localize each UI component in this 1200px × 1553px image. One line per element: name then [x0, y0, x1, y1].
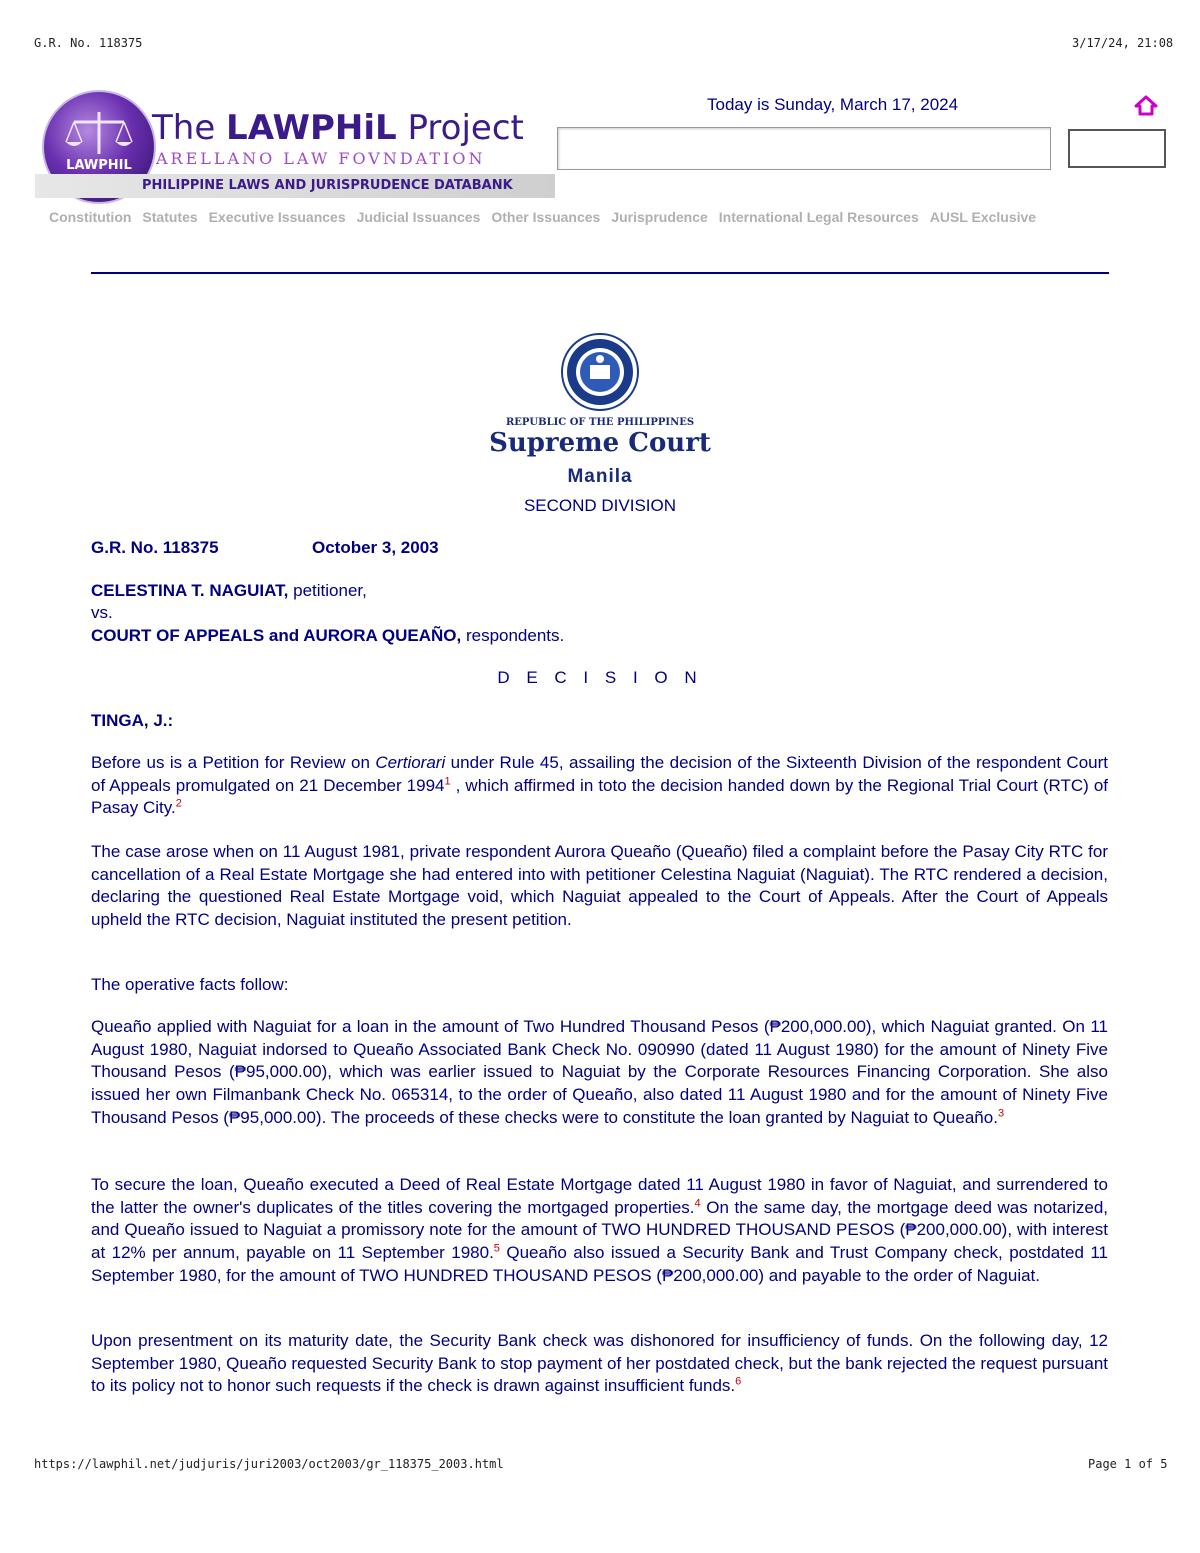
today-date: Today is Sunday, March 17, 2024 [707, 95, 959, 114]
decision-heading: D E C I S I O N [497, 668, 703, 687]
petitioner-line [91, 581, 367, 601]
petitioner-name: CELESTINA T. NAGUIAT, [91, 581, 289, 600]
nav-other-issuances[interactable]: Other Issuances [491, 209, 601, 225]
site-subtitle: ARELLANO LAW FOVNDATION [156, 149, 486, 168]
print-footer-page: Page 1 of 5 [1088, 1457, 1168, 1471]
p4-text: Queaño applied with Naguiat for a loan in the amount of Two Hundred Thousand Pesos (₱200,000.00), which Naguiat granted. On 11 August 1980, Naguiat indorsed to Queaño Associated Bank Check No. 090990 (dated 11 August 1980) for the amount of Ninety Five Thousand Pesos (₱95,000.00), which was earlier issued to Naguiat by the Corporate Resources Financing Corporation. She also issued her own Filmanbank Check No. 065314, to the order of Queaño, also dated 11 August 1980 and for the amount of Ninety Five Thousand Pesos (₱95,000.00). The proceeds of these checks were to constitute the loan granted by Naguiat to Queaño. [91, 1017, 1108, 1127]
p5-text-a: To secure the loan, Queaño executed a Deed of Real Estate Mortgage dated 11 August 1980 in favor of Naguiat, and surrendered to the latter the owner's duplicates of the titles covering the mortgaged properties. [91, 1175, 1108, 1217]
supreme-court-seal-icon [560, 332, 640, 412]
p1-text-a: Before us is a Petition for Review on [91, 753, 376, 772]
home-icon[interactable] [1134, 95, 1158, 117]
main-nav [49, 209, 1047, 225]
p1-text-b: under Rule 45, assailing the decision of the Sixteenth Division of the respondent Court of Appeals promulgated on 21 December 1994 [91, 753, 1108, 795]
court-division: SECOND DIVISION [523, 496, 677, 515]
p5-text-c: Queaño also issued a Security Bank and Trust Company check, postdated 11 September 1980, for the amount of TWO HUNDRED THOUSAND PESOS (₱200,000.00) and payable to the order of Naguiat. [91, 1243, 1108, 1285]
footnote-link-4[interactable]: 4 [694, 1197, 701, 1210]
court-city: Manila [567, 466, 633, 487]
site-title-prefix: The [152, 108, 227, 148]
databank-label: PHILIPPINE LAWS AND JURISPRUDENCE DATABANK [142, 178, 513, 193]
footnote-link-5[interactable]: 5 [493, 1242, 500, 1255]
nav-statutes[interactable]: Statutes [142, 209, 198, 225]
respondents-names: COURT OF APPEALS and AURORA QUEAÑO, [91, 626, 462, 645]
nav-constitution[interactable]: Constitution [49, 209, 132, 225]
republic-label: REPUBLIC OF THE PHILIPPINES [505, 417, 695, 428]
respondents-role: respondents. [461, 626, 565, 645]
paragraph-5 [91, 1174, 1108, 1288]
p5-text-b: On the same day, the mortgage deed was notarized, and Queaño issued to Naguiat a promissory note for the amount of TWO HUNDRED THOUSAND PESOS (₱200,000.00), with interest at 12% per annum, payable on 11 September 1980. [91, 1197, 1108, 1263]
nav-executive-issuances[interactable]: Executive Issuances [208, 209, 346, 225]
p1-text-c: , which affirmed in toto the decision handed down by the Regional Trial Court (RTC) of Pasay City. [91, 775, 1109, 818]
footnote-link-3[interactable]: 3 [997, 1107, 1005, 1120]
paragraph-1 [91, 752, 1108, 820]
p6-text: Upon presentment on its maturity date, the Security Bank check was dishonored for insufficiency of funds. On the following day, 12 September 1980, Queaño requested Security Bank to stop payment of her postdated check, but the bank rejected the request pursuant to its policy not to honor such requests if the check is drawn against insufficient funds. [91, 1331, 1108, 1396]
paragraph-2: The case arose when on 11 August 1981, private respondent Aurora Queaño (Queaño) filed a complaint before the Pasay City RTC for cancellation of a Real Estate Mortgage she had entered into with petitioner Celestina Naguiat (Naguiat). The RTC rendered a decision, declaring the questioned Real Estate Mortgage void, which Naguiat appealed to the Court of Appeals. After the Court of Appeals upheld the RTC decision, Naguiat instituted the present petition. [91, 842, 1108, 930]
nav-jurisprudence[interactable]: Jurisprudence [611, 209, 708, 225]
print-header-title: G.R. No. 118375 [34, 36, 143, 50]
footnote-link-2[interactable]: 2 [175, 797, 182, 810]
site-title-bold: LAWPHiL [226, 108, 397, 148]
petitioner-role: petitioner, [288, 581, 367, 600]
respondents-line [91, 626, 564, 646]
nav-international-legal-resources[interactable]: International Legal Resources [718, 209, 919, 225]
case-date: October 3, 2003 [312, 538, 439, 557]
print-header-timestamp: 3/17/24, 21:08 [1072, 36, 1174, 50]
case-number: G.R. No. 118375 [91, 538, 219, 557]
site-title-suffix: Project [396, 108, 524, 148]
versus: vs. [91, 603, 113, 622]
court-name: Supreme Court [489, 428, 711, 458]
footnote-link-1[interactable]: 1 [444, 775, 451, 788]
nav-ausl-exclusive[interactable]: AUSL Exclusive [929, 209, 1037, 225]
search-button[interactable] [1068, 129, 1166, 168]
site-title[interactable] [152, 108, 524, 148]
search-input[interactable] [557, 127, 1051, 170]
paragraph-6 [91, 1330, 1108, 1398]
footnote-link-6[interactable]: 6 [735, 1375, 742, 1388]
nav-judicial-issuances[interactable]: Judicial Issuances [356, 209, 481, 225]
ponente: TINGA, J.: [91, 711, 174, 730]
print-footer-url: https://lawphil.net/judjuris/juri2003/oct2003/gr_118375_2003.html [34, 1457, 504, 1471]
badge-text: LAWPHIL [66, 158, 132, 173]
header-divider [91, 272, 1109, 274]
p1-italic: Certiorari [375, 753, 446, 772]
paragraph-3: The operative facts follow: [91, 975, 289, 994]
paragraph-4 [91, 1016, 1108, 1130]
